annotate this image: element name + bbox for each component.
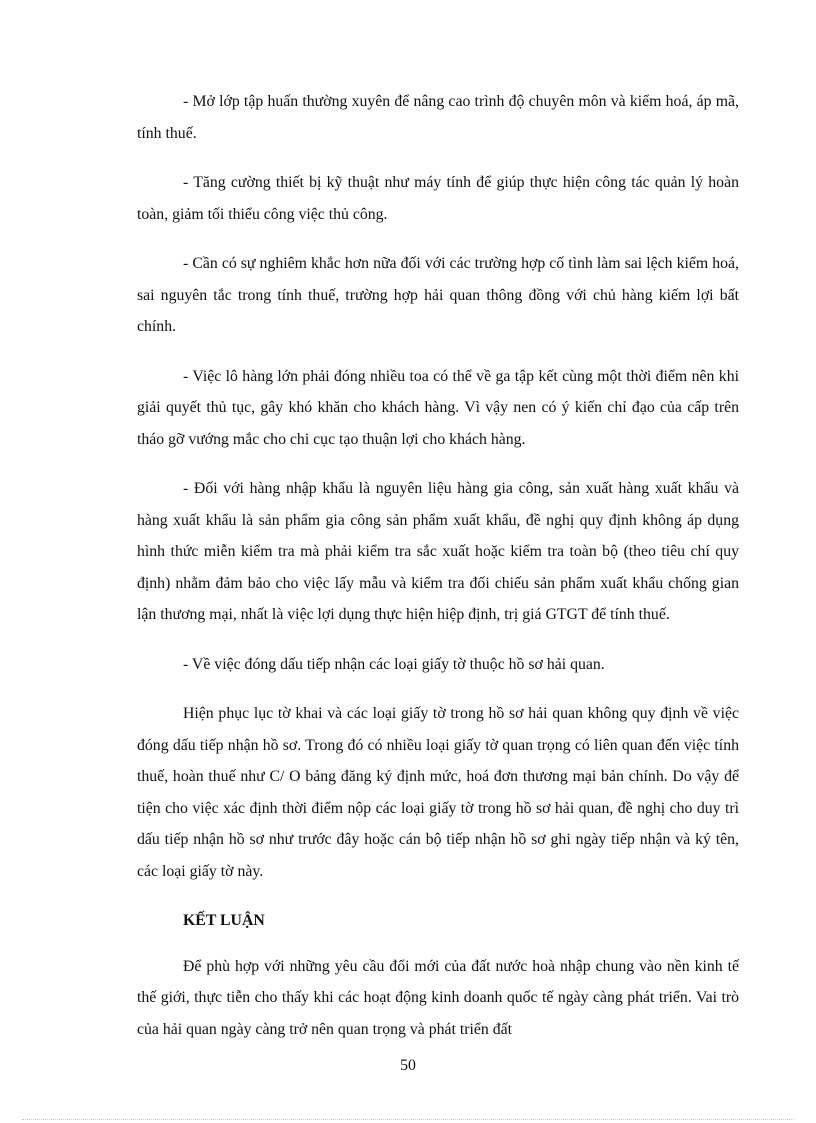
- paragraph-conclusion: Để phù hợp với những yêu cầu đổi mới của đất nước hoà nhập chung vào nền kinh tế thế giới, thực tiễn cho thấy khi các hoạt động kinh doanh quốc tế ngày càng phát triển. Vai trò của hải quan ngày càng trở nên quan trọng và phát triển đất: [137, 957, 739, 1038]
- paragraph-equipment: - Tăng cường thiết bị kỹ thuật như máy tính để giúp thực hiện công tác quản lý hoàn toàn, giảm tối thiểu công việc thủ công.: [137, 174, 739, 223]
- paragraph-large-shipments: - Việc lô hàng lớn phải đóng nhiều toa có thể về ga tập kết cùng một thời điểm nên khi giải quyết thủ tục, gây khó khăn cho khách hàng. Vì vậy nen có ý kiến chỉ đạo của cấp trên tháo gỡ vướng mắc cho chi cục tạo thuận lợi cho khách hàng.: [137, 367, 739, 448]
- section-heading: KẾT LUẬN: [183, 912, 265, 929]
- paragraph-import-export-goods: - Đối với hàng nhập khẩu là nguyên liệu hàng gia công, sản xuất hàng xuất khẩu và hàng xuất khẩu là sản phẩm gia công sản phẩm xuất khẩu, đề nghị quy định không áp dụng hình thức miễn kiểm tra mà phải kiểm tra sắc xuất hoặc kiểm tra toàn bộ (theo tiêu chí quy định) nhằm đảm bảo cho việc lấy mẫu và kiểm tra đối chiếu sản phẩm xuất khẩu chống gian lận thương mại, nhất là việc lợi dụng thực hiện hiệp định, trị giá GTGT để tính thuế.: [137, 480, 739, 623]
- paragraph-stamping: - Về việc đóng dấu tiếp nhận các loại giấy tờ thuộc hồ sơ hải quan.: [183, 655, 605, 673]
- page-bottom-divider: [22, 1119, 794, 1120]
- paragraph-training: - Mở lớp tập huấn thường xuyên để nâng cao trình độ chuyên môn và kiểm hoá, áp mã, tính thuế.: [137, 93, 739, 142]
- page-body: [137, 86, 739, 1063]
- paragraph-declaration-appendix: Hiện phục lục tờ khai và các loại giấy tờ trong hồ sơ hải quan không quy định về việc đóng dấu tiếp nhận hồ sơ. Trong đó có nhiều loại giấy tờ quan trọng có liên quan đến việc tính thuế, hoàn thuế như C/ O bảng đăng ký định mức, hoá đơn thương mại bản chính. Do vậy để tiện cho việc xác định thời điểm nộp các loại giấy tờ trong hồ sơ hải quan, đề nghị cho duy trì dấu tiếp nhận hồ sơ như trước đây hoặc cán bộ tiếp nhận hồ sơ ghi ngày tiếp nhận và ký tên, các loại giấy tờ này.: [137, 705, 739, 880]
- page-number: 50: [400, 1057, 416, 1074]
- paragraph-strictness: - Cần có sự nghiêm khắc hơn nữa đối với các trường hợp cố tình làm sai lệch kiểm hoá, sai nguyên tắc trong tính thuế, trường hợp hải quan thông đồng với chủ hàng kiếm lợi bất chính.: [137, 255, 739, 335]
